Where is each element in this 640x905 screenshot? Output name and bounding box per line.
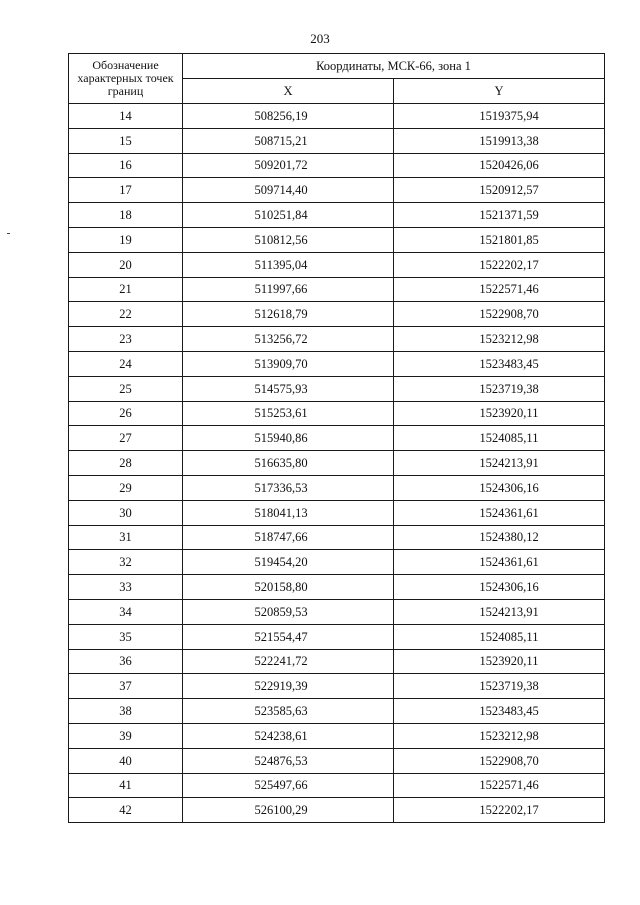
y-coordinate-cell: 1524213,91: [394, 451, 605, 476]
point-cell: 26: [69, 401, 183, 426]
table-row: [69, 525, 605, 550]
x-coordinate-cell: 509201,72: [183, 153, 394, 178]
x-coordinate-cell: 518747,66: [183, 525, 394, 550]
x-coordinate-cell: 523585,63: [183, 699, 394, 724]
x-coordinate-cell: 520158,80: [183, 575, 394, 600]
y-coordinate-cell: 1522908,70: [394, 748, 605, 773]
table-row: [69, 748, 605, 773]
table-row: [69, 252, 605, 277]
header-coordinates-group: Координаты, МСК-66, зона 1: [183, 54, 605, 79]
x-coordinate-cell: 508715,21: [183, 128, 394, 153]
header-y: Y: [394, 79, 605, 104]
x-coordinate-cell: 511997,66: [183, 277, 394, 302]
x-coordinate-cell: 516635,80: [183, 451, 394, 476]
point-cell: 33: [69, 575, 183, 600]
y-coordinate-cell: 1523212,98: [394, 723, 605, 748]
y-coordinate-cell: 1520912,57: [394, 178, 605, 203]
y-coordinate-cell: 1523212,98: [394, 327, 605, 352]
x-coordinate-cell: 521554,47: [183, 624, 394, 649]
table-row: [69, 203, 605, 228]
y-coordinate-cell: 1523719,38: [394, 674, 605, 699]
y-coordinate-cell: 1522202,17: [394, 252, 605, 277]
table-row: [69, 798, 605, 823]
table-row: [69, 376, 605, 401]
x-coordinate-cell: 517336,53: [183, 475, 394, 500]
y-coordinate-cell: 1524085,11: [394, 624, 605, 649]
x-coordinate-cell: 522919,39: [183, 674, 394, 699]
point-cell: 18: [69, 203, 183, 228]
y-coordinate-cell: 1524380,12: [394, 525, 605, 550]
x-coordinate-cell: 510251,84: [183, 203, 394, 228]
header-row: [69, 54, 605, 79]
table-row: [69, 351, 605, 376]
table-row: [69, 104, 605, 129]
point-cell: 29: [69, 475, 183, 500]
y-coordinate-cell: 1520426,06: [394, 153, 605, 178]
y-coordinate-cell: 1522202,17: [394, 798, 605, 823]
table-row: [69, 773, 605, 798]
point-cell: 34: [69, 599, 183, 624]
point-cell: 28: [69, 451, 183, 476]
x-coordinate-cell: 524876,53: [183, 748, 394, 773]
y-coordinate-cell: 1524361,61: [394, 500, 605, 525]
x-coordinate-cell: 513909,70: [183, 351, 394, 376]
header-point-designation: Обозначение характерных точек границ: [69, 54, 183, 104]
table-row: [69, 649, 605, 674]
point-cell: 17: [69, 178, 183, 203]
table-row: [69, 178, 605, 203]
table-row: [69, 327, 605, 352]
y-coordinate-cell: 1522571,46: [394, 773, 605, 798]
point-cell: 38: [69, 699, 183, 724]
x-coordinate-cell: 522241,72: [183, 649, 394, 674]
table-row: [69, 699, 605, 724]
x-coordinate-cell: 515253,61: [183, 401, 394, 426]
x-coordinate-cell: 520859,53: [183, 599, 394, 624]
point-cell: 15: [69, 128, 183, 153]
header-x: X: [183, 79, 394, 104]
table-row: [69, 302, 605, 327]
x-coordinate-cell: 511395,04: [183, 252, 394, 277]
coordinates-table: [68, 53, 605, 823]
point-cell: 21: [69, 277, 183, 302]
page-number: 203: [310, 31, 330, 46]
point-cell: 36: [69, 649, 183, 674]
table-row: [69, 227, 605, 252]
point-cell: 42: [69, 798, 183, 823]
point-cell: 41: [69, 773, 183, 798]
point-cell: 19: [69, 227, 183, 252]
point-cell: 40: [69, 748, 183, 773]
y-coordinate-cell: 1523719,38: [394, 376, 605, 401]
y-coordinate-cell: 1524213,91: [394, 599, 605, 624]
y-coordinate-cell: 1524306,16: [394, 575, 605, 600]
point-cell: 25: [69, 376, 183, 401]
x-coordinate-cell: 508256,19: [183, 104, 394, 129]
y-coordinate-cell: 1522908,70: [394, 302, 605, 327]
table-row: [69, 550, 605, 575]
x-coordinate-cell: 514575,93: [183, 376, 394, 401]
point-cell: 22: [69, 302, 183, 327]
table-row: [69, 674, 605, 699]
y-coordinate-cell: 1523920,11: [394, 401, 605, 426]
table-row: [69, 401, 605, 426]
table-row: [69, 277, 605, 302]
y-coordinate-cell: 1524361,61: [394, 550, 605, 575]
point-cell: 39: [69, 723, 183, 748]
y-coordinate-cell: 1519375,94: [394, 104, 605, 129]
table-row: [69, 575, 605, 600]
point-cell: 32: [69, 550, 183, 575]
table-row: [69, 475, 605, 500]
y-coordinate-cell: 1521371,59: [394, 203, 605, 228]
table-row: [69, 624, 605, 649]
table-row: [69, 599, 605, 624]
y-coordinate-cell: 1523920,11: [394, 649, 605, 674]
point-cell: 16: [69, 153, 183, 178]
point-cell: 27: [69, 426, 183, 451]
x-coordinate-cell: 512618,79: [183, 302, 394, 327]
x-coordinate-cell: 518041,13: [183, 500, 394, 525]
y-coordinate-cell: 1519913,38: [394, 128, 605, 153]
margin-mark: [7, 233, 10, 234]
y-coordinate-cell: 1524306,16: [394, 475, 605, 500]
x-coordinate-cell: 519454,20: [183, 550, 394, 575]
y-coordinate-cell: 1522571,46: [394, 277, 605, 302]
point-cell: 14: [69, 104, 183, 129]
table-header: [69, 54, 605, 104]
point-cell: 24: [69, 351, 183, 376]
y-coordinate-cell: 1523483,45: [394, 699, 605, 724]
table-row: [69, 128, 605, 153]
y-coordinate-cell: 1523483,45: [394, 351, 605, 376]
point-cell: 30: [69, 500, 183, 525]
y-coordinate-cell: 1521801,85: [394, 227, 605, 252]
table-body: [69, 104, 605, 823]
x-coordinate-cell: 525497,66: [183, 773, 394, 798]
x-coordinate-cell: 510812,56: [183, 227, 394, 252]
point-cell: 31: [69, 525, 183, 550]
y-coordinate-cell: 1524085,11: [394, 426, 605, 451]
table-row: [69, 153, 605, 178]
point-cell: 37: [69, 674, 183, 699]
table-row: [69, 500, 605, 525]
table-row: [69, 451, 605, 476]
table-row: [69, 426, 605, 451]
x-coordinate-cell: 509714,40: [183, 178, 394, 203]
point-cell: 20: [69, 252, 183, 277]
x-coordinate-cell: 524238,61: [183, 723, 394, 748]
point-cell: 23: [69, 327, 183, 352]
x-coordinate-cell: 515940,86: [183, 426, 394, 451]
point-cell: 35: [69, 624, 183, 649]
x-coordinate-cell: 513256,72: [183, 327, 394, 352]
table-row: [69, 723, 605, 748]
x-coordinate-cell: 526100,29: [183, 798, 394, 823]
